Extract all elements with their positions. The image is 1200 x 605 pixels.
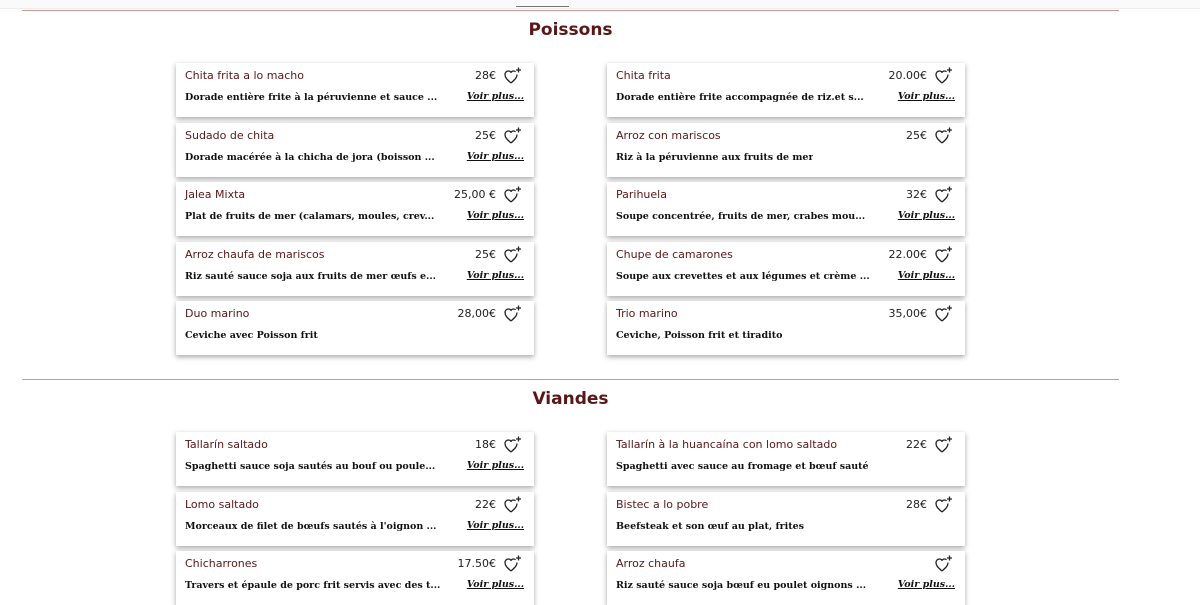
menu-item-name: Duo marino [185, 307, 250, 320]
heart-plus-icon[interactable] [934, 435, 954, 455]
menu-item-price: 20.00€ [888, 69, 927, 82]
menu-item-description: Beefsteak et son œuf au plat, frites [616, 520, 804, 532]
menu-item-description: Dorade entière frite accompagnée de riz.et s... [616, 92, 864, 103]
heart-plus-icon[interactable] [503, 245, 523, 265]
menu-item-card[interactable] [176, 123, 534, 177]
menu-item-card[interactable] [607, 123, 965, 177]
heart-plus-icon[interactable] [934, 304, 954, 324]
menu-item-card[interactable] [607, 492, 965, 546]
heart-plus-icon[interactable] [503, 435, 523, 455]
see-more-link[interactable]: Voir plus... [897, 579, 955, 590]
menu-item-price: 28€ [906, 497, 927, 511]
see-more-link[interactable]: Voir plus... [466, 210, 524, 221]
see-more-link[interactable]: Voir plus... [466, 460, 524, 471]
heart-plus-icon[interactable] [934, 554, 954, 574]
heart-plus-icon[interactable] [934, 126, 954, 146]
menu-item-price: 35,00€ [888, 307, 927, 320]
menu-item-description: Riz sauté sauce soja bœuf eu poulet oignons ... [616, 580, 867, 591]
menu-item-description: Ceviche, Poisson frit et tiradito [616, 330, 783, 341]
see-more-link[interactable]: Voir plus... [466, 519, 524, 531]
menu-item-price: 17.50€ [457, 557, 496, 570]
menu-item-card[interactable] [607, 242, 965, 296]
top-bar [0, 0, 1200, 9]
menu-item-card[interactable] [607, 63, 965, 117]
menu-item-price: 22€ [475, 497, 496, 511]
menu-item-name: Lomo saltado [185, 497, 259, 511]
heart-plus-icon[interactable] [503, 66, 523, 86]
menu-item-card[interactable] [607, 182, 965, 236]
menu-item-description: Dorade entière frite à la péruvienne et sauce ... [185, 92, 438, 103]
menu-item-card[interactable] [607, 301, 965, 355]
menu-item-price: 22€ [906, 438, 927, 451]
menu-item-card[interactable] [176, 63, 534, 117]
menu-item-description: Ceviche avec Poisson frit [185, 330, 318, 341]
menu-item-name: Arroz chaufa [616, 557, 686, 570]
menu-item-card[interactable] [176, 242, 534, 296]
menu-item-card[interactable] [176, 301, 534, 355]
menu-item-description: Plat de fruits de mer (calamars, moules, crev... [185, 211, 435, 222]
menu-item-description: Riz sauté sauce soja aux fruits de mer œufs e... [185, 270, 436, 282]
menu-item-card[interactable] [176, 492, 534, 546]
menu-item-name: Arroz chaufa de mariscos [185, 247, 325, 261]
menu-item-card[interactable] [607, 551, 965, 605]
menu-item-price: 25€ [475, 128, 496, 142]
menu-item-name: Jalea Mixta [185, 188, 246, 201]
heart-plus-icon[interactable] [503, 554, 523, 574]
menu-item-price: 28,00€ [457, 307, 496, 320]
menu-item-price: 22.00€ [888, 247, 927, 261]
heart-plus-icon[interactable] [503, 304, 523, 324]
heart-plus-icon[interactable] [503, 126, 523, 146]
menu-item-card[interactable] [176, 432, 534, 486]
menu-item-description: Travers et épaule de porc frit servis avec des t... [185, 580, 441, 591]
heart-plus-icon[interactable] [934, 66, 954, 86]
menu-item-card[interactable] [607, 432, 965, 486]
see-more-link[interactable]: Voir plus... [897, 210, 955, 221]
menu-item-price: 25€ [906, 128, 927, 142]
menu-item-name: Chicharrones [185, 557, 258, 570]
menu-item-description: Spaghetti sauce soja sautés au bouf ou poule... [185, 461, 436, 472]
menu-item-price: 25€ [475, 247, 496, 261]
see-more-link[interactable]: Voir plus... [466, 150, 524, 162]
menu-item-name: Chupe de camarones [616, 247, 733, 261]
menu-item-price: 32€ [906, 188, 927, 201]
see-more-link[interactable]: Voir plus... [466, 91, 524, 102]
section-divider-viandes [22, 379, 1119, 380]
menu-item-price: 28€ [475, 69, 496, 82]
top-bar-indicator [516, 6, 569, 7]
see-more-link[interactable]: Voir plus... [466, 269, 524, 281]
see-more-link[interactable]: Voir plus... [466, 579, 524, 590]
menu-item-name: Parihuela [616, 188, 667, 201]
menu-item-name: Tallarín saltado [185, 438, 268, 451]
menu-item-name: Trio marino [616, 307, 678, 320]
menu-item-card[interactable] [176, 182, 534, 236]
menu-item-name: Chita frita a lo macho [185, 69, 304, 82]
menu-item-name: Tallarín à la huancaína con lomo saltado [616, 438, 838, 451]
heart-plus-icon[interactable] [934, 495, 954, 515]
menu-item-description: Morceaux de filet de bœufs sautés à l'oignon ... [185, 520, 437, 532]
heart-plus-icon[interactable] [934, 185, 954, 205]
see-more-link[interactable]: Voir plus... [897, 269, 955, 281]
menu-item-description: Dorade macérée à la chicha de jora (boisson ... [185, 151, 435, 163]
menu-item-name: Arroz con mariscos [616, 128, 721, 142]
menu-item-name: Sudado de chita [185, 128, 275, 142]
menu-item-description: Riz à la péruvienne aux fruits de mer [616, 151, 814, 163]
section-divider-poissons [22, 10, 1119, 11]
heart-plus-icon[interactable] [503, 495, 523, 515]
section-title-poissons: Poissons [528, 20, 613, 40]
menu-item-price: 18€ [475, 438, 496, 451]
menu-item-card[interactable] [176, 551, 534, 605]
section-title-viandes: Viandes [532, 389, 609, 409]
menu-item-description: Soupe concentrée, fruits de mer, crabes mou... [616, 211, 866, 222]
menu-item-description: Soupe aux crevettes et aux légumes et crème ... [616, 270, 870, 282]
menu-item-name: Chita frita [616, 69, 671, 82]
heart-plus-icon[interactable] [934, 245, 954, 265]
menu-item-description: Spaghetti avec sauce au fromage et bœuf sauté [616, 461, 869, 472]
menu-item-name: Bistec a lo pobre [616, 497, 709, 511]
menu-item-price: 25,00 € [454, 188, 496, 201]
see-more-link[interactable]: Voir plus... [897, 91, 955, 102]
heart-plus-icon[interactable] [503, 185, 523, 205]
